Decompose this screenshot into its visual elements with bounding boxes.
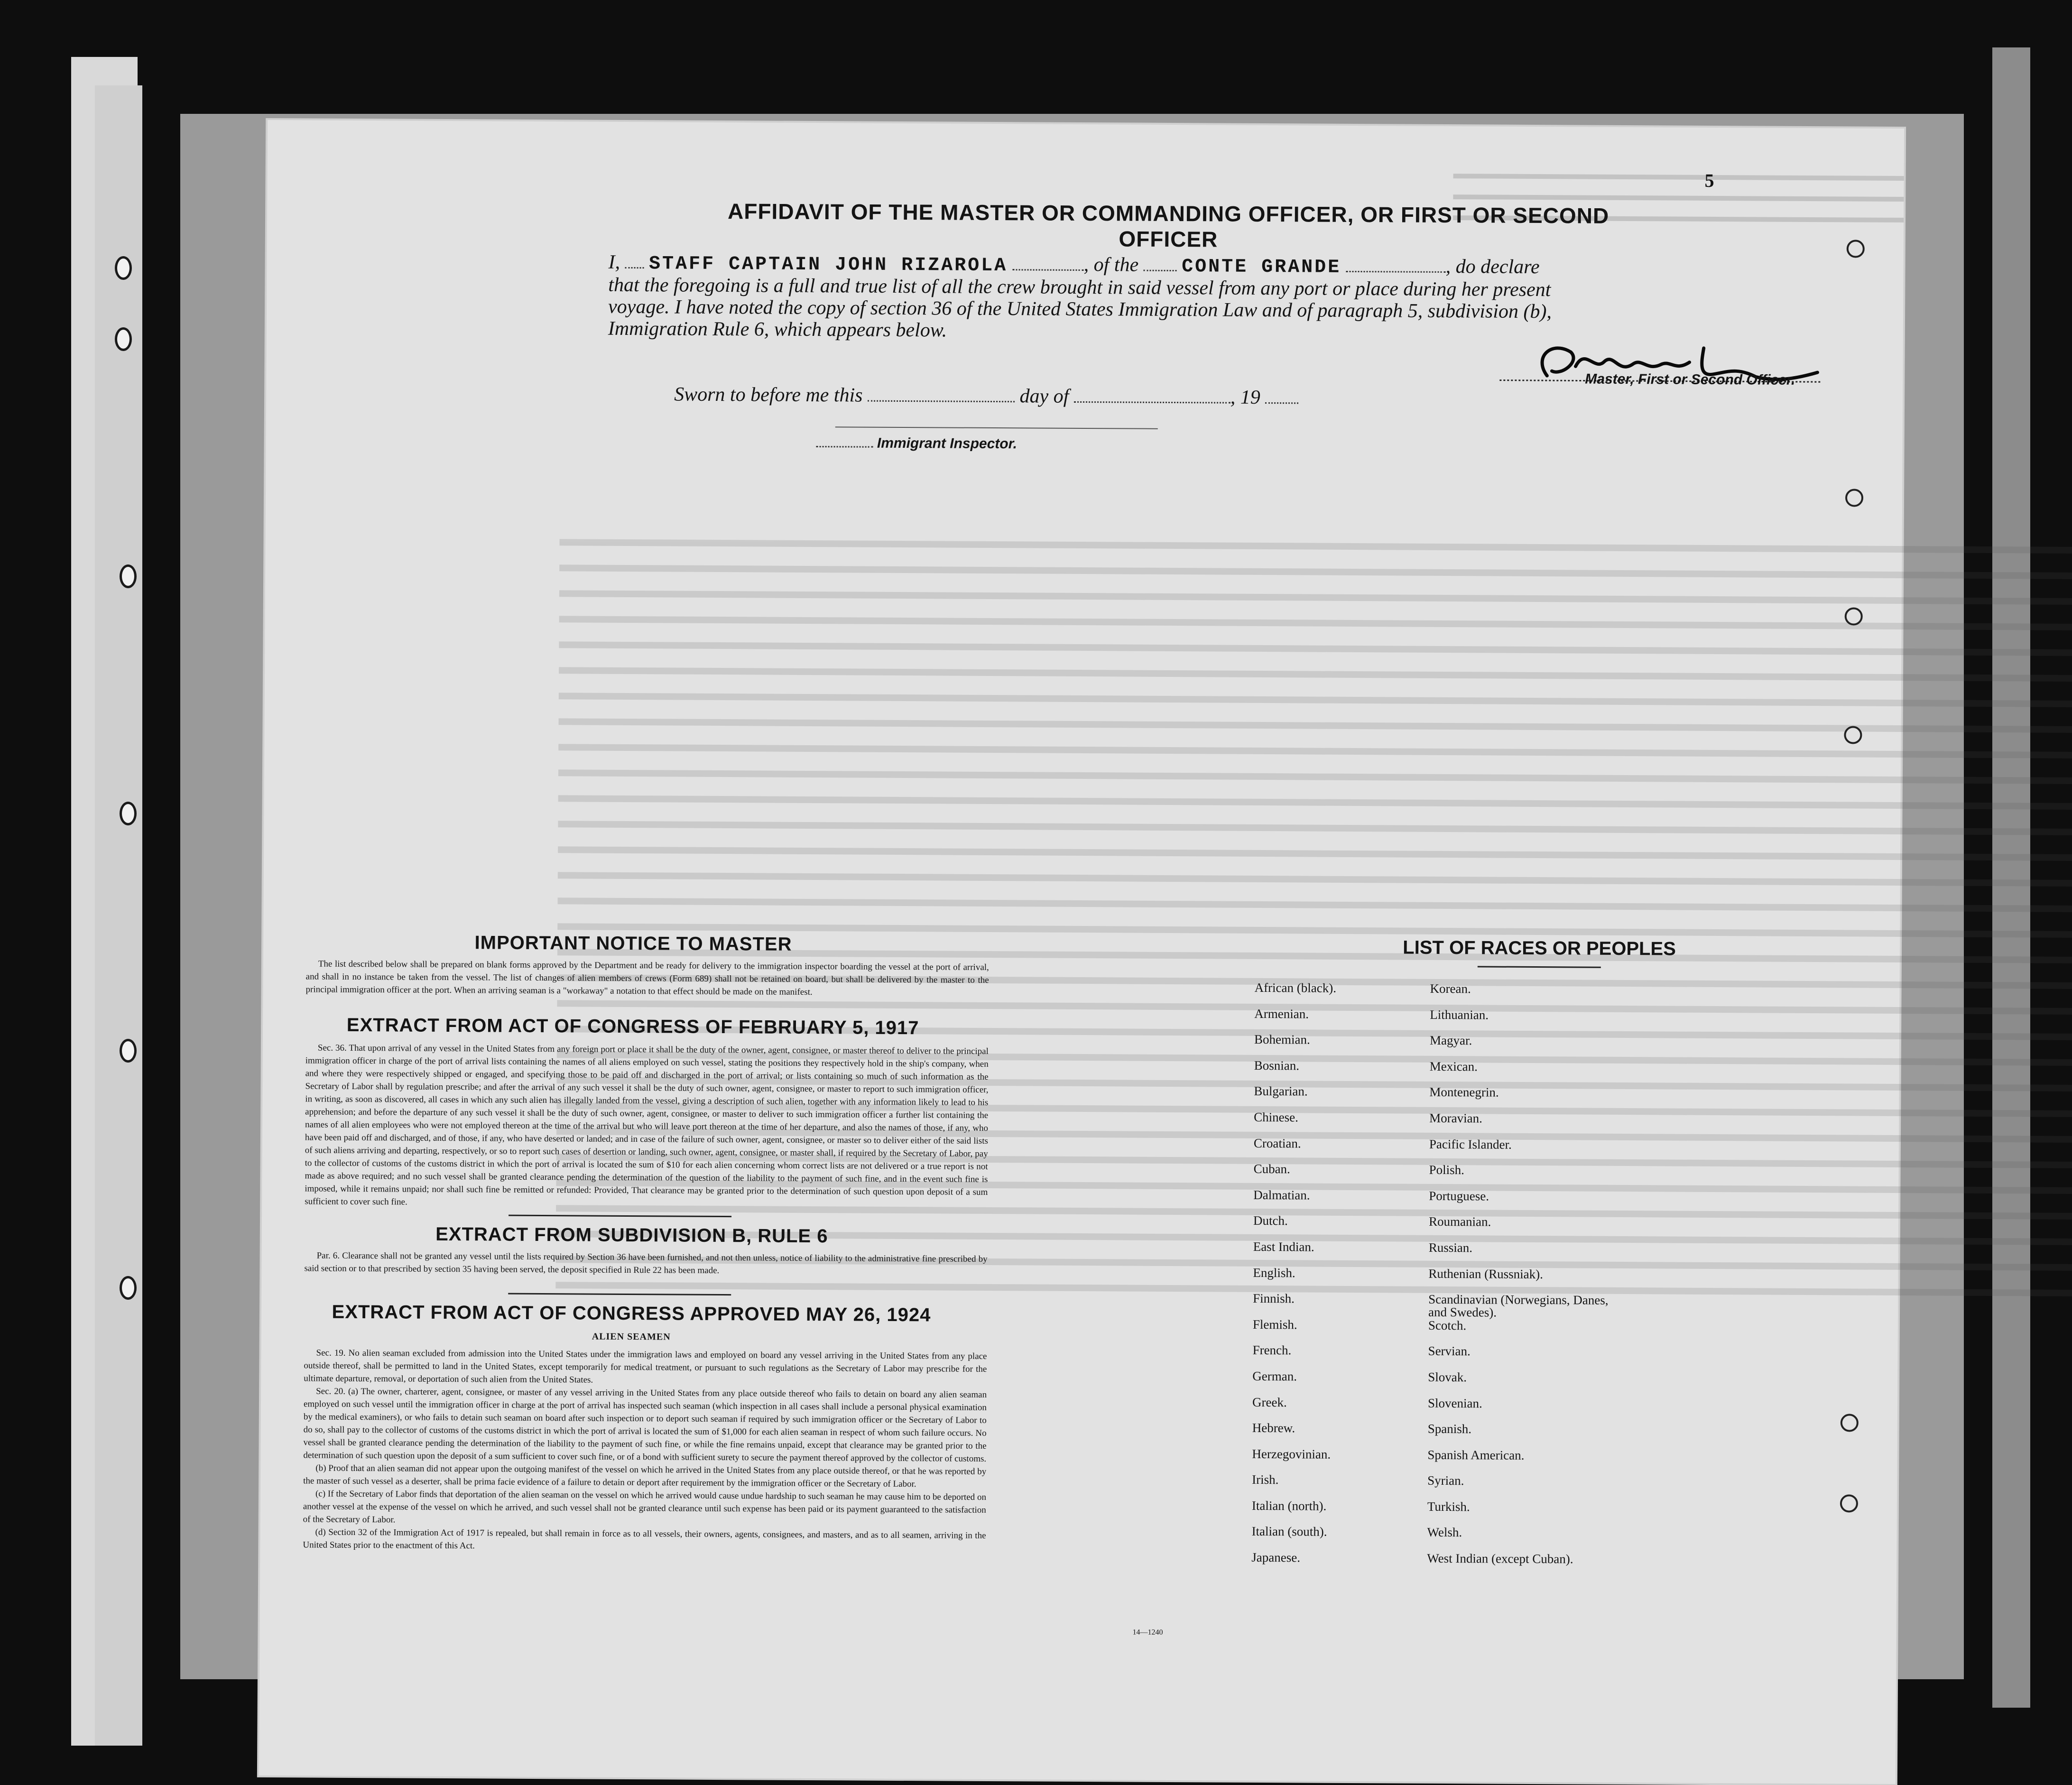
race-item: Ruthenian (Russniak). (1428, 1266, 1544, 1281)
form-number: 14—1240 (1132, 1628, 1163, 1637)
punch-hole-icon (1844, 726, 1862, 744)
under-sheet-right (1992, 47, 2030, 1708)
race-item: Italian (north). (1251, 1498, 1327, 1513)
notice-title: IMPORTANT NOTICE TO MASTER (474, 932, 792, 955)
race-item: Bohemian. (1254, 1032, 1310, 1047)
race-item: Irish. (1252, 1472, 1279, 1487)
race-item: Hebrew. (1252, 1420, 1295, 1435)
race-item: Polish. (1429, 1162, 1464, 1177)
race-item: Finnish. (1253, 1291, 1295, 1306)
sec20c-paragraph: (c) If the Secretary of Labor finds that deportation of the alien seaman on the vessel on which he arrived would cause undue hardship to such seaman he may cause him to be deported on another vessel at the expense of the vessel on which he arrived, and such vessel shall not be granted clearance until such expense has been paid or its payment guaranteed to the satisfaction of the Secretary of Labor. (303, 1489, 987, 1525)
declaration-line-2: that the foregoing is a full and true list of all the crew brought in said vessel from any port or place during her present (608, 274, 1551, 301)
races-title: LIST OF RACES OR PEOPLES (1403, 937, 1676, 960)
affidavit-title: AFFIDAVIT OF THE MASTER OR COMMANDING OFFICER, OR FIRST OR SECOND OFFICER (727, 199, 1610, 252)
sec20a-paragraph: Sec. 20. (a) The owner, charterer, agent, consignee, or master of any vessel arriving in the United States from any place outside thereof who fails to detain on board any alien seaman employed on such vessel until the immigration officer in charge at the port of arrival has inspected such seaman (which inspection in all cases shall include a personal physical examination by the medical examiners), or who fails to detain such seaman on board after such inspection or to deport such seaman if required by such immigration officer or the Secretary of Labor to do so, shall pay to the collector of customs of the customs district in which the port of arrival is located the sum of $1,000 for each alien seaman in respect of whom such failure occurs. No vessel shall be granted clearance pending the determination of the liability to the payment of such fine, or while the fine remains unpaid, except that clearance may be granted prior to the determination of such question upon the deposit of a sum sufficient to cover such fine, or of a bond with sufficient surety to secure the payment thereof approved by the collector of customs. (303, 1386, 987, 1464)
punch-hole-icon (1845, 489, 1863, 507)
race-item: Montenegrin. (1429, 1085, 1499, 1100)
punch-hole-icon (1845, 607, 1863, 625)
race-item: Spanish. (1427, 1421, 1472, 1436)
race-item: Armenian. (1254, 1006, 1309, 1021)
race-item: Servian. (1428, 1344, 1471, 1359)
signature-label: Master, First or Second Officer. (1585, 371, 1795, 388)
race-item: Japanese. (1251, 1550, 1301, 1565)
race-item: Portuguese. (1429, 1188, 1489, 1203)
sworn-day-label: day of (1019, 385, 1069, 407)
race-item: Bulgarian. (1254, 1084, 1308, 1099)
race-item: English. (1253, 1265, 1295, 1280)
punch-hole-icon (1847, 240, 1865, 258)
section-divider (509, 1215, 731, 1217)
race-item: African (black). (1254, 980, 1337, 995)
binder-hole-icon (115, 327, 132, 351)
sec20b-paragraph: (b) Proof that an alien seaman did not appear upon the outgoing manifest of the vessel on which he arrived in the United States from any place outside thereof, or that he was reported by the master of such vessel as a deserter, shall be prima facie evidence of a failure to detain or deport after requirement by the immigration officer or the Secretary of Labor. (303, 1463, 987, 1489)
race-item: Flemish. (1252, 1317, 1297, 1332)
race-item: Herzegovinian. (1252, 1446, 1331, 1461)
race-item: Moravian. (1429, 1110, 1482, 1126)
race-item: Croatian. (1253, 1136, 1301, 1150)
decl-suffix: , do declare (1445, 256, 1540, 278)
race-item: Dalmatian. (1253, 1187, 1310, 1202)
race-item: Syrian. (1427, 1473, 1464, 1488)
binder-hole-icon (120, 802, 137, 825)
punch-hole-icon (1840, 1494, 1858, 1512)
punch-hole-icon (1841, 1414, 1859, 1432)
race-item: Slovenian. (1427, 1396, 1482, 1410)
inspector-label: Immigrant Inspector. (877, 435, 1018, 452)
extract-1917-text (305, 1041, 989, 1212)
race-item: Cuban. (1253, 1162, 1290, 1176)
notice-paragraph: The list described below shall be prepared on blank forms approved by the Department and be ready for delivery to the immigration inspector boarding the vessel at the port of arrival, and shall in no instance be taken from the vessel. The list of changes of alien members of crews (Form 689) shall not be retained on board, but shall be delivered by the master to the principal immigration officer at the port. When an arriving seaman is a "workaway" a notation to that effect should be made on the manifest. (305, 959, 989, 998)
race-item: Greek. (1252, 1395, 1287, 1409)
race-item: Korean. (1430, 981, 1471, 996)
binder-hole-icon (115, 256, 132, 280)
extract-1917-paragraph: Sec. 36. That upon arrival of any vessel in the United States from any foreign port or place it shall be the duty of the owner, agent, consignee, or master thereof to deliver to the principal immigration officer in charge of the port of arrival lists containing the names of all aliens employed on such vessel, stating the positions they respectively hold in the ship's company, when and where they were respectively shipped or engaged, and specifying those to be paid off and discharged in the port of arrival; or lists containing so much of such information as the Secretary of Labor shall by regulation prescribe; and after the arrival of any such vessel it shall be the duty of such owner, agent, consignee, or master to report to such immigration officer, in writing, as soon as discovered, all cases in which any such alien has illegally landed from the vessel, giving a description of such alien, together with any information likely to lead to his apprehension; and before the departure of any such vessel it shall be the duty of such owner, agent, consignee, or master to deliver to such immigration officer a further list containing the names of all alien employees who were not employed thereon at the time of the arrival but who will leave port thereon at the time of her departure, and also the names of those, if any, who have been paid off and discharged, and of those, if any, who have deserted or landed; and in case of the failure of such owner, agent, consignee, or master so to deliver either of the said lists of such aliens arriving and departing, respectively, or so to report such cases of desertion or landing, such owner, agent, consignee, or master shall, if required by the Secretary of Labor, pay to the collector of customs of the customs district in which the port of arrival is located the sum of $10 for each alien concerning whom correct lists are not delivered or a true report is not made as above required; and no such vessel shall be granted clearance pending the determination of the question of the liability to the payment of such fine, and in the event such fine is imposed, while it remains unpaid; nor shall such fine be remitted or refunded: Provided, That clearance may be granted prior to the determination of such question upon deposit of a sum sufficient to cover such fine. (305, 1043, 989, 1207)
race-item: German. (1252, 1369, 1297, 1384)
extract-1924-title: EXTRACT FROM ACT OF CONGRESS APPROVED MAY 26, 1924 (332, 1301, 931, 1326)
rule6-paragraph: Par. 6. Clearance shall not be granted any vessel until the lists required by Section 36 have been furnished, and not then unless, notice of liability to the administrative fine prescribed by said section or to that prescribed by section 35 having been served, the deposit specified in Rule 22 has been made. (304, 1250, 988, 1276)
declaration-line-3: voyage. I have noted the copy of section 36 of the United States Immigration Law and of paragraph 5, subdivision (b), (608, 296, 1552, 323)
extract-1917-title: EXTRACT FROM ACT OF CONGRESS OF FEBRUARY 5, 1917 (346, 1014, 919, 1039)
race-item: Lithuanian. (1430, 1007, 1489, 1022)
race-item: Pacific Islander. (1429, 1137, 1512, 1152)
race-item: Dutch. (1253, 1213, 1288, 1228)
notice-text (305, 957, 989, 999)
race-item: Bosnian. (1254, 1058, 1300, 1073)
inspector-line (816, 435, 1018, 452)
races-divider (1478, 966, 1601, 968)
rule6-title: EXTRACT FROM SUBDIVISION B, RULE 6 (435, 1223, 828, 1247)
sworn-prefix: Sworn to before me this (674, 383, 863, 407)
decl-prefix: I, (608, 251, 620, 273)
of-the-label: , of the (1083, 254, 1139, 276)
race-item: Welsh. (1427, 1525, 1462, 1540)
race-item: Italian (south). (1251, 1524, 1327, 1539)
race-item: Magyar. (1429, 1033, 1472, 1048)
race-item: Roumanian. (1428, 1214, 1491, 1229)
race-item: West Indian (except Cuban). (1427, 1551, 1573, 1566)
page-number: 5 (1704, 169, 1714, 191)
race-item: East Indian. (1253, 1239, 1314, 1254)
sec20d-paragraph: (d) Section 32 of the Immigration Act of 1917 is repealed, but shall remain in force as to all vessels, their owners, agents, consignees, and masters, and as to all seamen, arriving in the United States prior to the enactment of this Act. (303, 1527, 986, 1551)
race-item: Scandinavian (Norwegians, Danes, and Swedes). (1428, 1292, 1609, 1320)
race-item: Turkish. (1427, 1499, 1470, 1514)
sworn-year-label: , 19 (1230, 386, 1260, 408)
race-item: Spanish American. (1427, 1447, 1525, 1462)
binder-hole-icon (120, 564, 137, 588)
race-item: Chinese. (1254, 1110, 1299, 1125)
declaration-line-4: Immigration Rule 6, which appears below. (608, 317, 947, 342)
races-left-column (1251, 981, 1430, 1578)
sworn-line (674, 383, 1298, 409)
race-item: Russian. (1428, 1240, 1473, 1255)
races-right-column (1427, 982, 1629, 1579)
binder-hole-icon (120, 1039, 137, 1063)
extract-1924-text (303, 1346, 987, 1555)
manifest-page (259, 120, 1904, 1784)
race-item: French. (1252, 1343, 1292, 1358)
section-divider (508, 1293, 731, 1295)
alien-seamen-subtitle: ALIEN SEAMEN (592, 1331, 671, 1342)
vessel-name: CONTE GRANDE (1182, 256, 1341, 278)
sec19-paragraph: Sec. 19. No alien seaman excluded from admission into the United States under the immigration laws and employed on board any vessel arriving in the United States from any place outside thereof, shall be permitted to land in the United States, except temporarily for medical treatment, or pursuant to such regulations as the Secretary of Labor may prescribe for the ultimate departure, removal, or deportation of such alien from the United States. (304, 1348, 987, 1385)
inspector-rule (835, 426, 1158, 429)
rule6-text (304, 1249, 987, 1278)
race-item: Slovak. (1428, 1369, 1467, 1385)
officer-name: STAFF CAPTAIN JOHN RIZAROLA (648, 253, 1008, 277)
race-item: Mexican. (1429, 1059, 1478, 1074)
binder-hole-icon (120, 1276, 137, 1300)
race-item: Scotch. (1428, 1318, 1467, 1332)
